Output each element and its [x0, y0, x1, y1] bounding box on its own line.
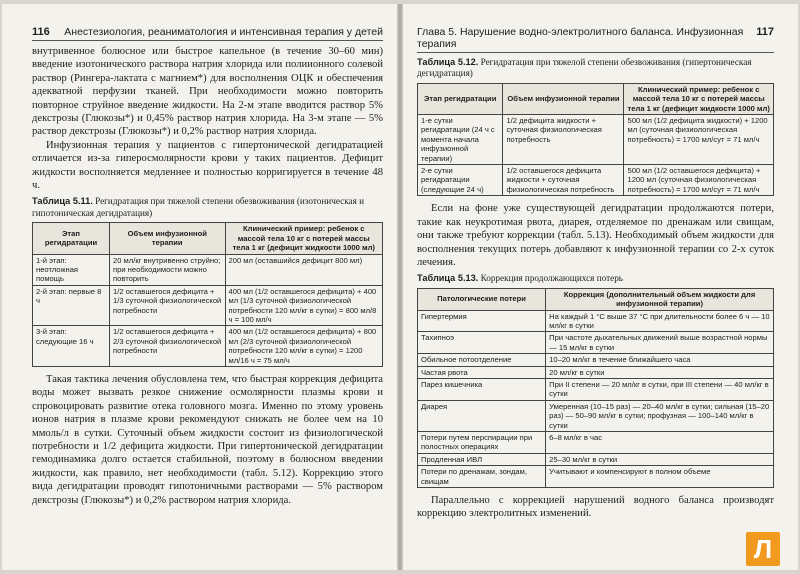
table-row [418, 332, 774, 354]
table-cell: Парез кишечника [418, 378, 546, 400]
paragraph: Инфузионная терапия у пациентов с гипертонической дегидратацией отличается из-за гиперосмолярности крови у таких пациентов. Дефицит жидкости восполняется медленнее и полностью корригируется в течение 48 ч. [32, 139, 383, 192]
table-cell: 1/2 оставшегося дефицита жидкости + суточная физиологическая потребность [503, 165, 624, 196]
table-cell: 10–20 мл/кг в течение ближайшего часа [546, 354, 774, 366]
column-header: Этап регидратации [418, 83, 503, 114]
table-row [418, 115, 774, 165]
table-cell: 400 мл (1/2 оставшегося дефицита) + 800 мл (2/3 суточной физиологической потребности 120 мл/кг в сутки) = 1200 мл/16 ч = 75 мл/ч [225, 326, 383, 367]
column-header: Клинический пример: ребенок с массой тела 10 кг с потерей массы тела 1 кг (дефицит жидкости 1000 мл) [624, 83, 774, 114]
table-row [33, 326, 383, 367]
table-cell: Продленная ИВЛ [418, 453, 546, 465]
column-header: Патологические потери [418, 288, 546, 310]
table-5-12 [417, 83, 774, 196]
table-header-row [33, 223, 383, 254]
table-cell: Потери путем перспирации при полостных операциях [418, 432, 546, 454]
table-row [418, 466, 774, 488]
table-label: Таблица 5.13. [417, 273, 479, 284]
table-cell: Диарея [418, 400, 546, 431]
table-cell: 400 мл (1/2 оставшегося дефицита) + 400 мл (1/3 суточной физиологической потребности 120 мл/кг в сутки) = 800 мл/8 ч = 100 мл/ч [225, 285, 383, 326]
running-head: Глава 5. Нарушение водно-электролитного баланса. Инфузионная терапия [417, 26, 744, 50]
table-caption [32, 196, 383, 219]
table-row [418, 453, 774, 465]
table-cell: На каждый 1 °С выше 37 °С при длительности более 6 ч — 10 мл/кг в сутки [546, 310, 774, 332]
table-cell: 500 мл (1/2 дефицита жидкости) + 1200 мл (суточная физиологическая потребность) = 1700 мл/сут = 71 мл/ч [624, 115, 774, 165]
table-row [418, 378, 774, 400]
table-row [418, 165, 774, 196]
table-label: Таблица 5.11. [32, 196, 93, 207]
table-cell: 20 мл/кг в сутки [546, 366, 774, 378]
right-page-header [417, 4, 774, 53]
table-cell: 2-й этап: первые 8 ч [33, 285, 110, 326]
paragraph: внутривенное болюсное или быстрое капельное (в течение 30–60 мин) введение изотонического раствора натрия хлорида или полиионного солевой раствор (Рингера-лактата с магнием*) для восполнения ОЦК и обеспечения адекватной перфузии тканей. При необходимости можно повторить повторное струйное введение жидкости. На 2-м этапе вводится раствор 5% декстрозы (Глюкозы*) и 0,45% раствор натрия хлорида. На 3-м этапе — 5% раствор декстрозы (Глюкозы*) и 0,2% раствор натрия хлорида. [32, 46, 383, 138]
table-row [33, 285, 383, 326]
table-cell: 1-е сутки регидратации (24 ч с момента начала инфузионной терапии) [418, 115, 503, 165]
table-cell: Потери по дренажам, зондам, свищам [418, 466, 546, 488]
publisher-logo-icon: Л [746, 532, 780, 566]
table-title: Регидратация при тяжелой степени обезвоживания (изотоническая и гипотоническая дегидратация) [32, 196, 365, 218]
paragraph: Параллельно с коррекцией нарушений водного баланса производят коррекцию электролитных изменений. [417, 495, 774, 520]
table-cell: 20 мл/кг внутривенно струйно; при необходимости можно повторить [110, 254, 226, 285]
table-header-row [418, 288, 774, 310]
table-label: Таблица 5.12. [417, 57, 479, 67]
table-cell: Частая рвота [418, 366, 546, 378]
table-cell: 6–8 мл/кг в час [546, 432, 774, 454]
left-page-header [32, 4, 383, 41]
page-number: 117 [756, 26, 774, 38]
column-header: Клинический пример: ребенок с массой тела 10 кг с потерей массы тела 1 кг (дефицит жидкости 1000 мл) [225, 223, 383, 254]
table-row [418, 400, 774, 431]
page-number: 116 [32, 26, 50, 38]
table-title: Коррекция продолжающихся потерь [480, 273, 623, 284]
table-cell: Учитывают и компенсируют в полном объеме [546, 466, 774, 488]
table-cell: 500 мл (1/2 оставшегося дефицита) + 1200 мл (суточная физиологическая потребность) = 1700 мл/сут = 71 мл/ч [624, 165, 774, 196]
right-page [403, 4, 798, 570]
table-caption [417, 57, 774, 80]
column-header: Объем инфузионной терапии [503, 83, 624, 114]
table-cell: 200 мл (оставшийся дефицит 800 мл) [225, 254, 383, 285]
table-cell: Тахипноэ [418, 332, 546, 354]
table-row [418, 432, 774, 454]
table-5-13 [417, 288, 774, 488]
table-row [33, 254, 383, 285]
column-header: Объем инфузионной терапии [110, 223, 226, 254]
table-cell: При II степени — 20 мл/кг в сутки, при III степени — 40 мл/кг в сутки [546, 378, 774, 400]
table-cell: При частоте дыхательных движений выше возрастной нормы — 15 мл/кг в сутки [546, 332, 774, 354]
table-row [418, 310, 774, 332]
table-cell: Умеренная (10–15 раз) — 20–40 мл/кг в сутки; сильная (15–20 раз) — 50–90 мл/кг в сутки; профузная — 100–140 мл/кг в сутки [546, 400, 774, 431]
paragraph: Такая тактика лечения обусловлена тем, что быстрая коррекция дефицита воды может вызвать резкое снижение осмолярности плазмы крови и спровоцировать развитие отека головного мозга. Именно по этому уровень ионов натрия в плазме крови рекомендуют снижать не более чем на 10 ммоль/л в сутки. Суточный объем жидкости состоит из физиологической потребности и 1/2 дефицита жидкости. При гипертонической дегидратации гемодинамика долго остается стабильной, поэтому в болюсном введении жидкости, как правило, нет необходимости (табл. 5.12). Коррекцию этого вида дегидратации проводят гипотоничными растворами — 5% раствором декстрозы (Глюкозы*) и 0,2% раствором натрия хлорида. [32, 373, 383, 506]
table-cell: 1/2 дефицита жидкости + суточная физиологическая потребность [503, 115, 624, 165]
column-header: Этап регидратации [33, 223, 110, 254]
table-row [418, 354, 774, 366]
table-5-11 [32, 222, 383, 367]
table-row [418, 366, 774, 378]
paragraph: Если на фоне уже существующей дегидратации продолжаются потери, такие как неукротимая рвота, диарея, отделяемое по дренажам или свищам, они также требуют коррекции (табл. 5.13). Необходимый объем жидкости для восполнения текущих потерь добавляют к инфузионной терапии со 2-х суток лечения. [417, 203, 774, 268]
table-cell: 25–30 мл/кг в сутки [546, 453, 774, 465]
table-cell: 1-й этап: неотложная помощь [33, 254, 110, 285]
table-cell: 3-й этап: следующие 16 ч [33, 326, 110, 367]
table-cell: Обильное потоотделение [418, 354, 546, 366]
running-head: Анестезиология, реаниматология и интенсивная терапия у детей [64, 26, 383, 38]
table-cell: 1/2 оставшегося дефицита + 2/3 суточной физиологической потребности [110, 326, 226, 367]
table-cell: 2-е сутки регидратации (следующие 24 ч) [418, 165, 503, 196]
table-cell: Гипертермия [418, 310, 546, 332]
left-page [2, 4, 397, 570]
table-header-row [418, 83, 774, 114]
table-caption [417, 273, 774, 284]
column-header: Коррекция (дополнительный объем жидкости для инфузионной терапии) [546, 288, 774, 310]
table-title: Регидратация при тяжелой степени обезвоживания (гипертоническая дегидратация) [417, 57, 752, 79]
table-cell: 1/2 оставшегося дефицита + 1/3 суточной физиологической потребности [110, 285, 226, 326]
